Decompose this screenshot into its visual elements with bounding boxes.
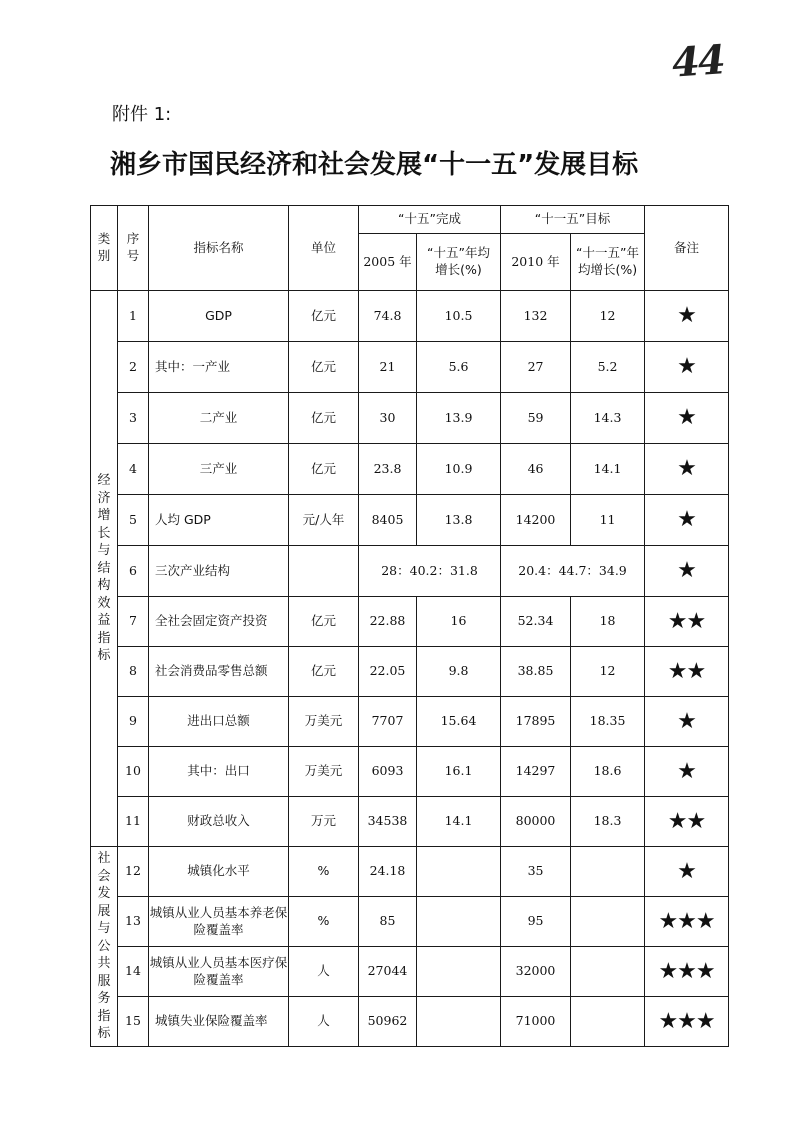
row-name: 城镇化水平: [149, 847, 289, 897]
table-row: [91, 342, 729, 393]
row-no: 4: [118, 444, 149, 495]
row-no: 1: [118, 291, 149, 342]
row-2005: 30: [359, 393, 417, 444]
star-icon: ★★★: [645, 897, 729, 947]
table-row: [91, 947, 729, 997]
row-no: 13: [118, 897, 149, 947]
row-2005: 7707: [359, 697, 417, 747]
row-2010: 52.34: [501, 597, 571, 647]
row-unit: 人: [289, 947, 359, 997]
row-unit: 万美元: [289, 747, 359, 797]
row-unit: %: [289, 847, 359, 897]
header-2005: 2005 年: [359, 234, 417, 291]
star-icon: ★: [645, 847, 729, 897]
table-row: [91, 997, 729, 1047]
row-2005: 34538: [359, 797, 417, 847]
row-2005: 74.8: [359, 291, 417, 342]
row-growth-11: 14.3: [571, 393, 645, 444]
row-name: 全社会固定资产投资: [149, 597, 289, 647]
row-2010: 32000: [501, 947, 571, 997]
row-no: 12: [118, 847, 149, 897]
row-name: 其中：出口: [149, 747, 289, 797]
row-2005: 50962: [359, 997, 417, 1047]
row-2005: 23.8: [359, 444, 417, 495]
table-row: [91, 897, 729, 947]
row-no: 8: [118, 647, 149, 697]
row-unit: 万美元: [289, 697, 359, 747]
row-name: 财政总收入: [149, 797, 289, 847]
row-2010: 95: [501, 897, 571, 947]
category-social: 社会发展与公共服务指标: [91, 847, 118, 1047]
row-unit: 亿元: [289, 597, 359, 647]
star-icon: ★: [645, 495, 729, 546]
row-growth-10: 16: [417, 597, 501, 647]
row-no: 11: [118, 797, 149, 847]
row-unit: 亿元: [289, 342, 359, 393]
row-structure-2010: 20.4：44.7：34.9: [501, 546, 645, 597]
row-growth-11: 18: [571, 597, 645, 647]
row-growth-10: 14.1: [417, 797, 501, 847]
row-growth-10: 9.8: [417, 647, 501, 697]
row-growth-10: 10.5: [417, 291, 501, 342]
row-name: 城镇失业保险覆盖率: [149, 997, 289, 1047]
row-2010: 38.85: [501, 647, 571, 697]
row-name: 三次产业结构: [149, 546, 289, 597]
star-icon: ★★: [645, 647, 729, 697]
row-growth-11: [571, 847, 645, 897]
row-2010: 27: [501, 342, 571, 393]
row-2005: 8405: [359, 495, 417, 546]
star-icon: ★★: [645, 797, 729, 847]
row-2010: 132: [501, 291, 571, 342]
row-2005: 85: [359, 897, 417, 947]
star-icon: ★★★: [645, 997, 729, 1047]
attachment-label: 附件 1:: [112, 104, 172, 125]
star-icon: ★: [645, 444, 729, 495]
row-2005: 24.18: [359, 847, 417, 897]
row-no: 9: [118, 697, 149, 747]
table-row: [91, 747, 729, 797]
row-name: 社会消费品零售总额: [149, 647, 289, 697]
row-2010: 35: [501, 847, 571, 897]
row-growth-11: [571, 897, 645, 947]
row-2010: 71000: [501, 997, 571, 1047]
table-row: [91, 495, 729, 546]
row-2005: 22.88: [359, 597, 417, 647]
row-growth-11: [571, 947, 645, 997]
star-icon: ★: [645, 697, 729, 747]
star-icon: ★: [645, 747, 729, 797]
row-name: GDP: [149, 291, 289, 342]
row-no: 15: [118, 997, 149, 1047]
row-name: 城镇从业人员基本医疗保险覆盖率: [149, 947, 289, 997]
table-row: [91, 291, 729, 342]
row-growth-10: 13.8: [417, 495, 501, 546]
header-unit: 单位: [289, 206, 359, 291]
row-no: 5: [118, 495, 149, 546]
row-growth-11: 18.6: [571, 747, 645, 797]
header-remark: 备注: [645, 206, 729, 291]
row-unit: 元/人年: [289, 495, 359, 546]
table-row: [91, 393, 729, 444]
row-growth-10: [417, 897, 501, 947]
row-growth-11: 11: [571, 495, 645, 546]
header-fyp10-completed: “十五”完成: [359, 206, 501, 234]
row-no: 7: [118, 597, 149, 647]
row-name: 其中：一产业: [149, 342, 289, 393]
table-row: [91, 797, 729, 847]
row-growth-11: 5.2: [571, 342, 645, 393]
table-row: [91, 647, 729, 697]
row-unit: 亿元: [289, 444, 359, 495]
header-seq: 序号: [118, 206, 149, 291]
row-2010: 14297: [501, 747, 571, 797]
row-2010: 80000: [501, 797, 571, 847]
row-growth-11: 12: [571, 647, 645, 697]
star-icon: ★★: [645, 597, 729, 647]
table-row: [91, 546, 729, 597]
row-growth-11: [571, 997, 645, 1047]
header-fyp10-growth: “十五”年均增长(%): [417, 234, 501, 291]
star-icon: ★★★: [645, 947, 729, 997]
row-2005: 22.05: [359, 647, 417, 697]
row-2005: 27044: [359, 947, 417, 997]
row-name: 进出口总额: [149, 697, 289, 747]
row-growth-10: [417, 997, 501, 1047]
row-structure-2005: 28：40.2：31.8: [359, 546, 501, 597]
header-fyp11-growth: “十一五”年均增长(%): [571, 234, 645, 291]
row-growth-10: 15.64: [417, 697, 501, 747]
row-name: 二产业: [149, 393, 289, 444]
row-growth-10: 16.1: [417, 747, 501, 797]
row-growth-10: 10.9: [417, 444, 501, 495]
row-unit: 亿元: [289, 291, 359, 342]
table-row: [91, 697, 729, 747]
row-2010: 17895: [501, 697, 571, 747]
row-2010: 14200: [501, 495, 571, 546]
row-name: 人均 GDP: [149, 495, 289, 546]
header-fyp11-target: “十一五”目标: [501, 206, 645, 234]
row-no: 6: [118, 546, 149, 597]
category-economic: 经济增长与结构效益指标: [91, 291, 118, 847]
row-growth-11: 12: [571, 291, 645, 342]
row-2010: 59: [501, 393, 571, 444]
row-unit: 人: [289, 997, 359, 1047]
header-category: 类别: [91, 206, 118, 291]
row-no: 2: [118, 342, 149, 393]
row-2005: 21: [359, 342, 417, 393]
page-title: 湘乡市国民经济和社会发展“十一五”发展目标: [110, 150, 639, 180]
targets-table: [90, 205, 729, 1047]
table-row: [91, 847, 729, 897]
row-no: 14: [118, 947, 149, 997]
row-no: 3: [118, 393, 149, 444]
star-icon: ★: [645, 393, 729, 444]
row-growth-10: 13.9: [417, 393, 501, 444]
star-icon: ★: [645, 546, 729, 597]
row-growth-11: 18.3: [571, 797, 645, 847]
row-name: 城镇从业人员基本养老保险覆盖率: [149, 897, 289, 947]
row-unit: 亿元: [289, 393, 359, 444]
row-name: 三产业: [149, 444, 289, 495]
header-indicator: 指标名称: [149, 206, 289, 291]
row-growth-10: 5.6: [417, 342, 501, 393]
row-unit: %: [289, 897, 359, 947]
page-number: 44: [670, 36, 726, 87]
row-growth-11: 14.1: [571, 444, 645, 495]
row-2005: 6093: [359, 747, 417, 797]
table-row: [91, 444, 729, 495]
star-icon: ★: [645, 342, 729, 393]
row-unit: 万元: [289, 797, 359, 847]
row-growth-11: 18.35: [571, 697, 645, 747]
row-growth-10: [417, 847, 501, 897]
table-row: [91, 597, 729, 647]
row-2010: 46: [501, 444, 571, 495]
row-unit: [289, 546, 359, 597]
header-2010: 2010 年: [501, 234, 571, 291]
row-unit: 亿元: [289, 647, 359, 697]
row-growth-10: [417, 947, 501, 997]
row-no: 10: [118, 747, 149, 797]
star-icon: ★: [645, 291, 729, 342]
